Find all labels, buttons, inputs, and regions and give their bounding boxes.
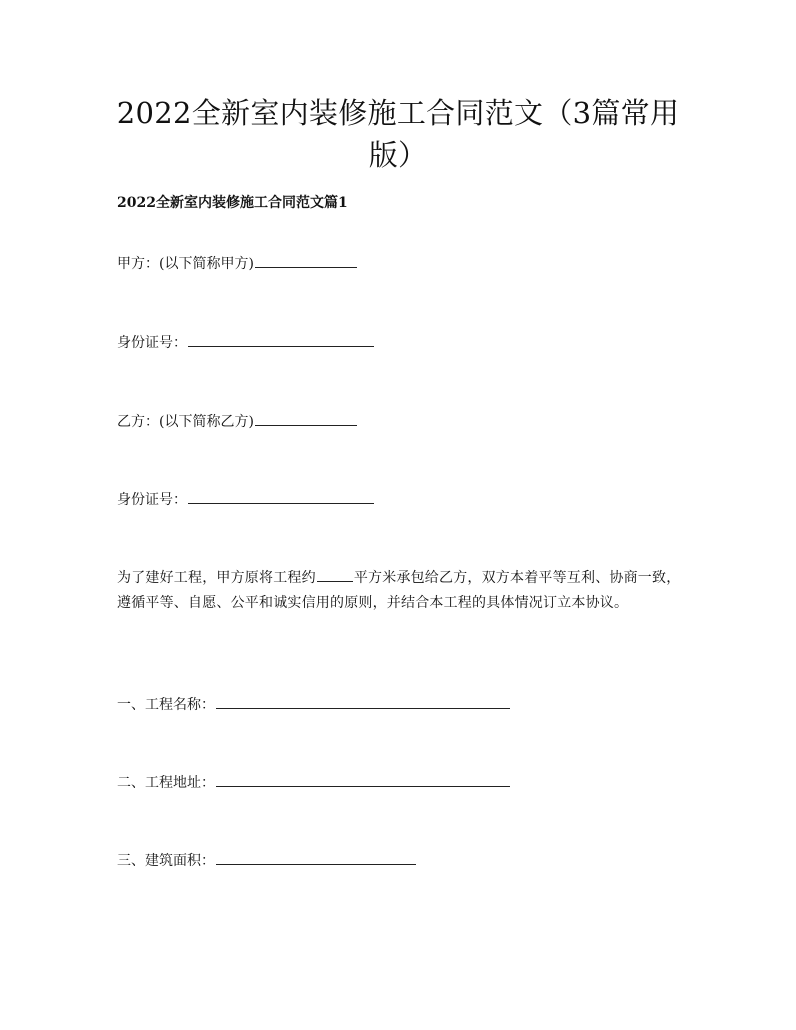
party-a-line (117, 253, 357, 274)
project-name-blank (216, 694, 510, 709)
id-card-1-label: 身份证号： (117, 335, 187, 351)
project-name-line (117, 694, 510, 715)
party-a-blank (255, 253, 357, 268)
intro-paragraph (117, 566, 683, 616)
area-blank (317, 567, 353, 582)
party-b-label: 乙方：(以下简称乙方) (117, 414, 254, 430)
id-card-2-blank (188, 489, 374, 504)
project-name-label: 一、工程名称： (117, 697, 215, 713)
building-area-label: 三、建筑面积： (117, 853, 215, 869)
party-b-line (117, 411, 357, 432)
id-card-2-line (117, 489, 374, 510)
id-card-1-blank (188, 332, 374, 347)
party-a-label: 甲方：(以下简称甲方) (117, 256, 254, 272)
intro-text-part-1: 为了建好工程，甲方原将工程约 (117, 570, 316, 586)
building-area-blank (216, 850, 416, 865)
id-card-2-label: 身份证号： (117, 492, 187, 508)
intro-text-part-2: 平方米承包给乙方，双方本着平等互利、协商一致，遵循平等、自愿、公平和诚实信用的原则，并结合本工程的具体情况订立本协议。 (117, 570, 681, 611)
building-area-line (117, 850, 416, 871)
project-address-label: 二、工程地址： (117, 775, 215, 791)
project-address-line (117, 772, 510, 793)
document-title: 2022全新室内装修施工合同范文（3篇常用版） (116, 96, 680, 172)
section-subtitle: 2022全新室内装修施工合同范文篇1 (117, 195, 348, 211)
project-address-blank (216, 772, 510, 787)
id-card-1-line (117, 332, 374, 353)
party-b-blank (255, 411, 357, 426)
